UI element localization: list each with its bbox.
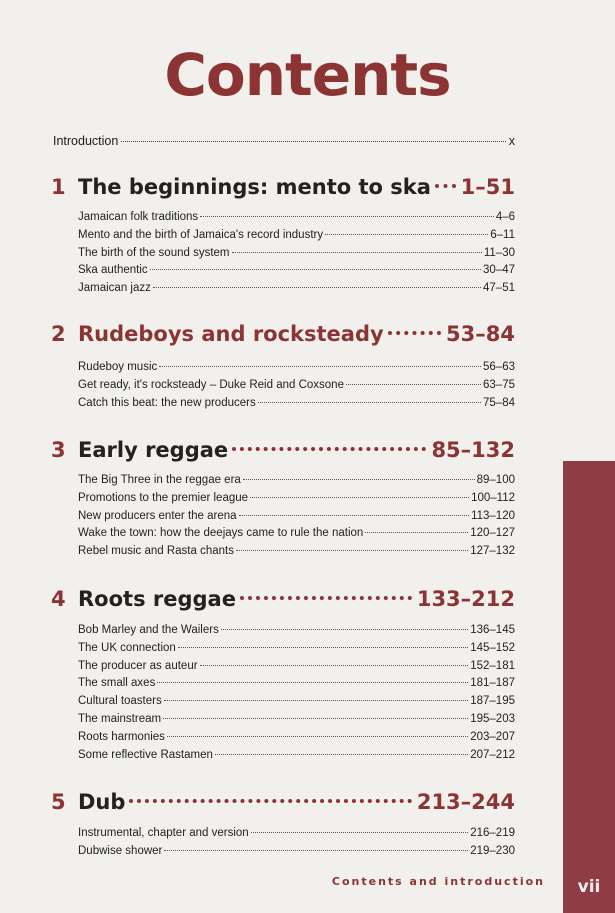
- entry-pages: 145–152: [470, 641, 515, 654]
- entry-title: Catch this beat: the new producers: [78, 396, 256, 409]
- entry-title: Promotions to the premier league: [78, 491, 249, 504]
- leader-dots: [232, 252, 482, 253]
- entry-pages: 136–145: [470, 624, 515, 636]
- entry-pages: 219–230: [470, 844, 515, 857]
- list-item[interactable]: [78, 359, 515, 377]
- entry-title: New producers enter the arena: [78, 509, 237, 522]
- list-item[interactable]: [78, 209, 515, 227]
- list-item[interactable]: [78, 711, 515, 729]
- list-item[interactable]: [78, 377, 515, 395]
- entry-pages: 203–207: [470, 730, 515, 743]
- chapter-title: Dub: [78, 790, 126, 814]
- leader-dots: [239, 515, 470, 516]
- list-item[interactable]: [78, 245, 515, 263]
- list-item[interactable]: [78, 395, 515, 413]
- leader-dots: [200, 665, 469, 666]
- list-item[interactable]: [78, 227, 515, 245]
- chapter-2-heading[interactable]: [51, 320, 515, 348]
- chapter-number: 5: [51, 790, 66, 814]
- entry-pages: 120–127: [470, 527, 515, 540]
- entry-pages: 100–112: [471, 491, 515, 504]
- entry-title: Jamaican folk traditions: [78, 211, 199, 223]
- sidebar-tab: [563, 461, 615, 913]
- entry-title: The UK connection: [78, 641, 176, 654]
- list-item[interactable]: [78, 843, 515, 861]
- leader-dots: [243, 479, 475, 480]
- leader-dots: [157, 682, 468, 683]
- chapter-2-entries: [78, 359, 515, 412]
- entry-pages: 152–181: [470, 659, 515, 672]
- leader-dots: [325, 234, 488, 235]
- entry-title: The Big Three in the reggae era: [78, 474, 241, 486]
- leader-dots: [159, 366, 481, 367]
- list-item[interactable]: [78, 675, 515, 693]
- chapter-3-entries: [78, 472, 515, 561]
- chapter-5-entries: [78, 825, 515, 861]
- entry-pages: 47–51: [483, 282, 515, 295]
- leader-dots: [164, 700, 468, 701]
- entry-pages: 11–30: [483, 246, 515, 259]
- leader-dots: [388, 331, 441, 335]
- list-item[interactable]: [78, 747, 515, 765]
- entry-pages: 89–100: [476, 474, 515, 486]
- chapter-4-heading[interactable]: [51, 585, 515, 613]
- leader-dots: [365, 532, 468, 533]
- leader-dots: [236, 550, 468, 551]
- leader-dots: [164, 850, 468, 851]
- chapter-number: 2: [51, 322, 66, 346]
- leader-dots: [150, 269, 481, 270]
- entry-title: Cultural toasters: [78, 695, 162, 708]
- entry-pages: 4–6: [495, 211, 515, 223]
- entry-title: Roots harmonies: [78, 730, 165, 743]
- entry-pages: 56–63: [483, 361, 515, 373]
- entry-title: The small axes: [78, 677, 156, 690]
- leader-dots: [221, 629, 468, 630]
- entry-title: Wake the town: how the deejays came to rule the nation: [78, 527, 364, 540]
- leader-dots: [163, 718, 468, 719]
- entry-pages: 6–11: [490, 228, 515, 241]
- chapter-number: 3: [51, 438, 66, 462]
- leader-dots: [251, 832, 469, 833]
- entry-title: Rebel music and Rasta chants: [78, 545, 234, 558]
- leader-dots: [167, 736, 468, 737]
- chapter-pages: 53–84: [446, 322, 515, 346]
- chapter-5-heading[interactable]: [51, 788, 515, 816]
- entry-pages: 216–219: [470, 827, 515, 839]
- leader-dots: [435, 184, 456, 188]
- list-item[interactable]: [78, 825, 515, 843]
- list-item[interactable]: [78, 693, 515, 711]
- leader-dots: [232, 447, 426, 451]
- leader-dots: [121, 141, 505, 142]
- list-item[interactable]: [78, 525, 515, 543]
- chapter-number: 4: [51, 587, 66, 611]
- page-title: Contents: [164, 41, 451, 109]
- chapter-pages: 85–132: [431, 438, 515, 462]
- list-item[interactable]: [78, 280, 515, 298]
- entry-title: The producer as auteur: [78, 659, 198, 672]
- introduction-title: Introduction: [53, 134, 119, 148]
- chapter-title: Early reggae: [78, 438, 229, 462]
- entry-pages: 63–75: [483, 378, 515, 391]
- chapter-4-entries: [78, 622, 515, 764]
- list-item[interactable]: [78, 490, 515, 508]
- chapter-title: The beginnings: mento to ska: [78, 175, 431, 199]
- entry-pages: 207–212: [470, 748, 515, 761]
- leader-dots: [129, 799, 411, 803]
- leader-dots: [346, 384, 481, 385]
- leader-dots: [178, 647, 468, 648]
- page-footer: [0, 863, 615, 913]
- leader-dots: [200, 216, 494, 217]
- chapter-1-heading[interactable]: [51, 173, 515, 201]
- chapter-number: 1: [51, 175, 66, 199]
- list-item[interactable]: [78, 640, 515, 658]
- entry-title: Some reflective Rastamen: [78, 748, 213, 761]
- leader-dots: [240, 596, 412, 600]
- entry-title: The birth of the sound system: [78, 246, 230, 259]
- list-item[interactable]: [78, 729, 515, 747]
- entry-pages: 187–195: [470, 695, 515, 708]
- introduction-pages: x: [508, 134, 515, 148]
- list-item[interactable]: [78, 262, 515, 280]
- list-item[interactable]: [78, 658, 515, 676]
- entry-title: Dubwise shower: [78, 844, 163, 857]
- chapter-3-heading[interactable]: [51, 436, 515, 464]
- leader-dots: [215, 754, 468, 755]
- entry-title: Bob Marley and the Wailers: [78, 624, 219, 636]
- list-item[interactable]: [78, 508, 515, 526]
- entry-pages: 30–47: [483, 264, 515, 277]
- entry-title: Mento and the birth of Jamaica's record industry: [78, 228, 324, 241]
- entry-pages: 127–132: [470, 545, 515, 558]
- leader-dots: [258, 402, 481, 403]
- chapter-title: Roots reggae: [78, 587, 236, 611]
- footer-section-label: Contents and introduction: [331, 875, 545, 888]
- list-item[interactable]: [78, 622, 515, 640]
- entry-title: Rudeboy music: [78, 361, 158, 373]
- entry-pages: 181–187: [470, 677, 515, 690]
- chapter-pages: 133–212: [416, 587, 515, 611]
- list-item[interactable]: [78, 543, 515, 561]
- list-item[interactable]: [78, 472, 515, 490]
- entry-pages: 113–120: [471, 509, 515, 522]
- entry-title: Ska authentic: [78, 264, 148, 277]
- chapter-pages: 1–51: [460, 175, 515, 199]
- leader-dots: [250, 497, 469, 498]
- leader-dots: [153, 287, 481, 288]
- page-number: vii: [577, 877, 601, 897]
- entry-title: Get ready, it's rocksteady – Duke Reid and Coxsone: [78, 378, 344, 391]
- entry-title: The mainstream: [78, 712, 162, 725]
- entry-pages: 195–203: [470, 712, 515, 725]
- chapter-1-entries: [78, 209, 515, 298]
- toc-introduction[interactable]: [53, 132, 515, 150]
- chapter-pages: 213–244: [416, 790, 515, 814]
- entry-pages: 75–84: [483, 396, 515, 409]
- chapter-title: Rudeboys and rocksteady: [78, 322, 384, 346]
- entry-title: Jamaican jazz: [78, 282, 151, 295]
- entry-title: Instrumental, chapter and version: [78, 827, 249, 839]
